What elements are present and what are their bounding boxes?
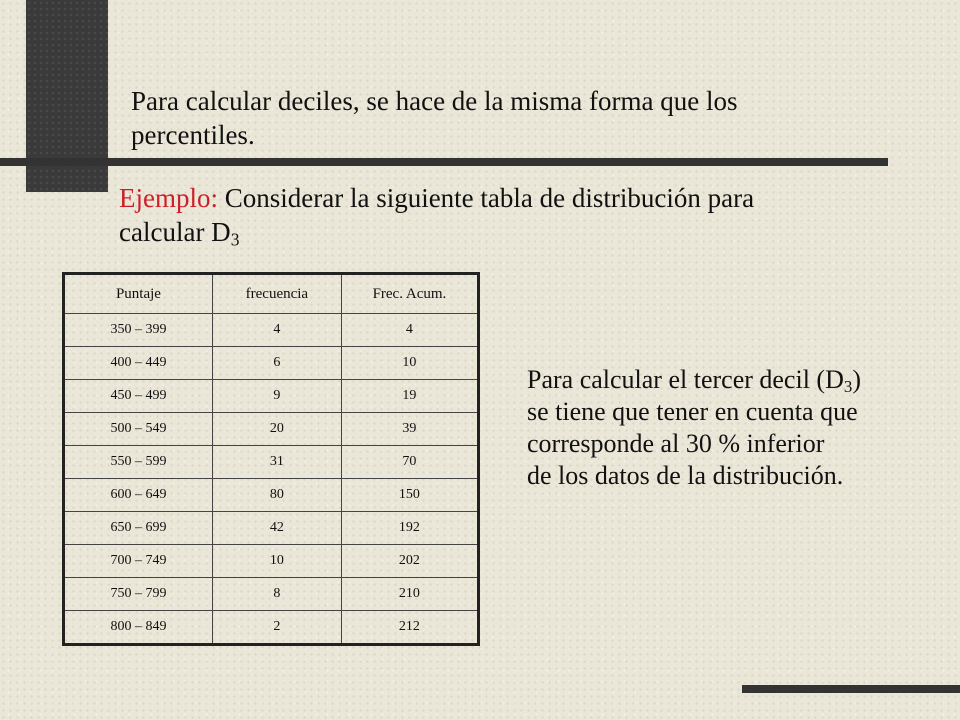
explanation-text	[527, 364, 947, 492]
example-line-2: calcular D	[119, 217, 231, 247]
cell-frec-acum: 19	[341, 380, 478, 413]
column-header-puntaje: Puntaje	[64, 274, 213, 314]
cell-puntaje: 550 – 599	[64, 446, 213, 479]
example-label: Ejemplo:	[119, 183, 218, 213]
cell-frec-acum: 70	[341, 446, 478, 479]
table-row	[64, 578, 479, 611]
cell-puntaje: 800 – 849	[64, 611, 213, 645]
cell-frec-acum: 212	[341, 611, 478, 645]
column-header-frecuencia: frecuencia	[212, 274, 341, 314]
table-row	[64, 446, 479, 479]
table-header-row	[64, 274, 479, 314]
cell-frecuencia: 31	[212, 446, 341, 479]
cell-frecuencia: 20	[212, 413, 341, 446]
cell-frec-acum: 10	[341, 347, 478, 380]
cell-puntaje: 400 – 449	[64, 347, 213, 380]
cell-puntaje: 450 – 499	[64, 380, 213, 413]
table-row	[64, 545, 479, 578]
horizontal-rule-top	[0, 158, 888, 166]
explanation-line-1-end: )	[852, 365, 861, 394]
explanation-subscript: 3	[843, 377, 853, 397]
explanation-line-4: de los datos de la distribución.	[527, 461, 844, 490]
cell-puntaje: 500 – 549	[64, 413, 213, 446]
table-row	[64, 512, 479, 545]
cell-frecuencia: 80	[212, 479, 341, 512]
cell-puntaje: 600 – 649	[64, 479, 213, 512]
table-row	[64, 380, 479, 413]
example-statement	[119, 181, 899, 249]
heading-line-1: Para calcular deciles, se hace de la misma forma que los	[131, 86, 738, 116]
column-header-frec-acum: Frec. Acum.	[341, 274, 478, 314]
cell-frecuencia: 6	[212, 347, 341, 380]
cell-frecuencia: 9	[212, 380, 341, 413]
example-text: Considerar la siguiente tabla de distribución para	[217, 183, 755, 213]
table-row	[64, 413, 479, 446]
cell-frec-acum: 192	[341, 512, 478, 545]
slide-heading	[131, 84, 891, 152]
cell-frec-acum: 202	[341, 545, 478, 578]
frequency-table	[62, 272, 480, 646]
cell-puntaje: 700 – 749	[64, 545, 213, 578]
table-row	[64, 347, 479, 380]
example-subscript: 3	[230, 229, 240, 250]
cell-frec-acum: 150	[341, 479, 478, 512]
cell-frec-acum: 39	[341, 413, 478, 446]
table-row	[64, 479, 479, 512]
explanation-line-1: Para calcular el tercer decil (D	[527, 365, 844, 394]
cell-frecuencia: 10	[212, 545, 341, 578]
table-row	[64, 611, 479, 645]
table-body	[64, 314, 479, 645]
horizontal-rule-bottom	[742, 685, 960, 693]
cell-frecuencia: 4	[212, 314, 341, 347]
cell-frecuencia: 8	[212, 578, 341, 611]
cell-frecuencia: 2	[212, 611, 341, 645]
table-row	[64, 314, 479, 347]
cell-puntaje: 350 – 399	[64, 314, 213, 347]
cell-frec-acum: 4	[341, 314, 478, 347]
cell-puntaje: 650 – 699	[64, 512, 213, 545]
cell-frecuencia: 42	[212, 512, 341, 545]
explanation-line-2: se tiene que tener en cuenta que	[527, 397, 858, 426]
explanation-line-3: corresponde al 30 % inferior	[527, 429, 825, 458]
heading-line-2: percentiles.	[131, 120, 255, 150]
cell-frec-acum: 210	[341, 578, 478, 611]
cell-puntaje: 750 – 799	[64, 578, 213, 611]
